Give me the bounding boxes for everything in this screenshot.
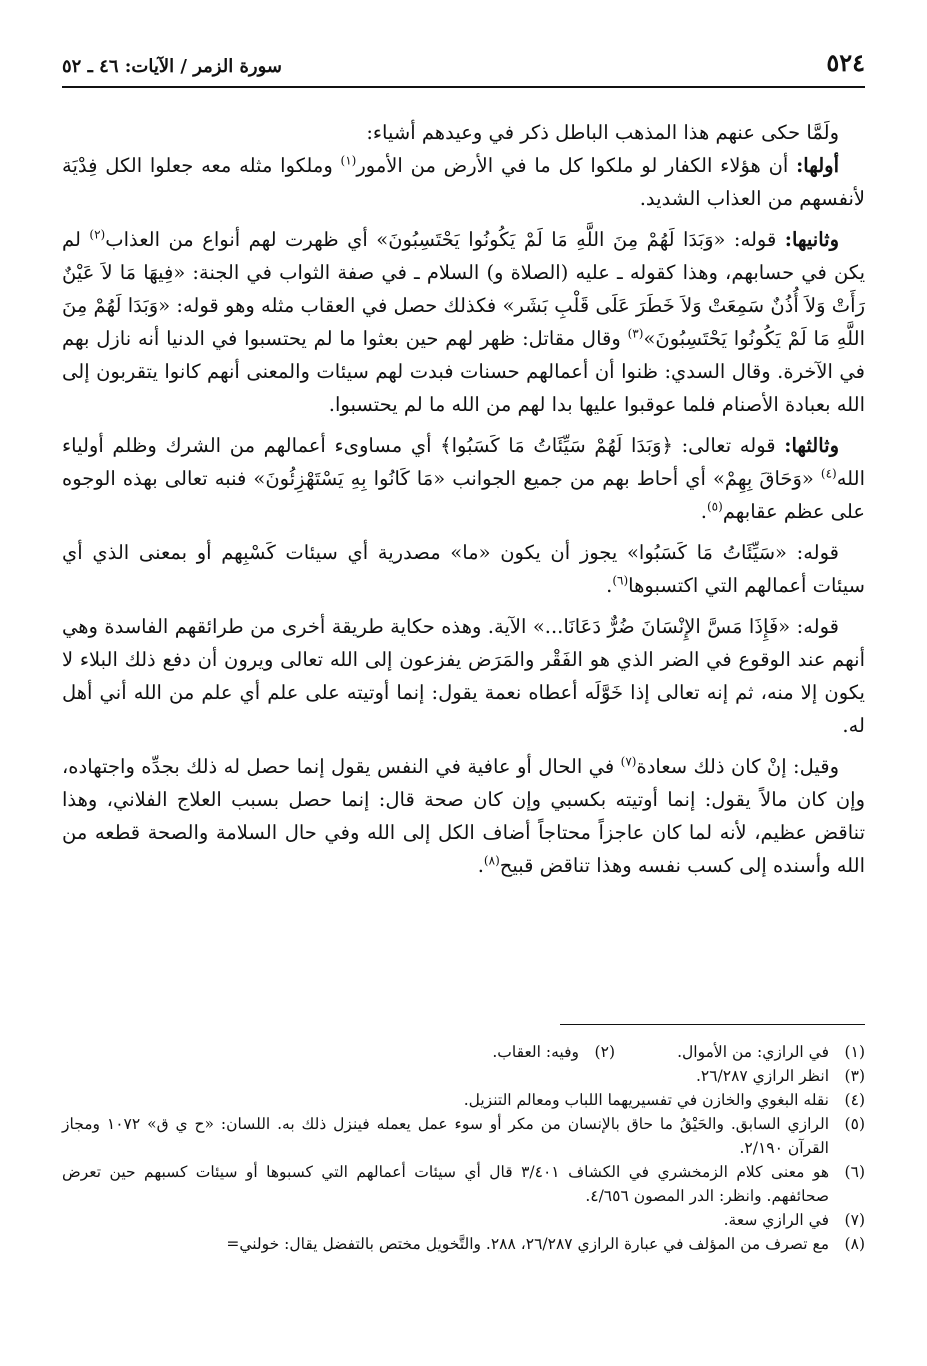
footnote-text: هو معنى كلام الزمخشري في الكشاف ٣/٤٠١ قال أي سيئات أعمالهم التي كسبوها أو سيئات كسبهم حين تعرض صحائفهم. وانظر: الدر المصون ٤/٦٥٦. [62, 1163, 830, 1205]
footnote-ref[interactable]: (٢) [89, 227, 106, 242]
footnote-item [62, 1160, 865, 1208]
paragraph-text: أن هؤلاء الكفار لو ملكوا كل ما في الأرض من الأمور [356, 154, 797, 177]
paragraph [62, 429, 865, 528]
footnote-item [62, 1112, 865, 1160]
footnote-separator [560, 1024, 865, 1025]
footnote-number: (٨) [844, 1235, 865, 1253]
footnote-item [615, 1040, 865, 1064]
footnote-number: (٥) [844, 1115, 865, 1133]
footnote-row [62, 1040, 865, 1064]
footnote-text: الرازي السابق. والحَيْقُ ما حاق بالإنسان من مكر أو سوء عمل يعمله فينزل ذلك به. اللسان: «ح ي ق» ١٠٧٢ ومجاز القرآن ٢/١٩٠. [62, 1115, 829, 1157]
footnote-ref[interactable]: (٨) [483, 853, 500, 868]
paragraph-text: «وَحَاقَ بِهِمْ» أي أحاط بهم من جميع الجوانب «مَا كَانُوا بِهِ يَسْتَهْزِئُونَ» فنبه تعالى بهذه الوجوه على عظم عقابهم [62, 467, 865, 523]
footnote-text: وفيه: العقاب. [492, 1043, 579, 1061]
paragraph [62, 610, 865, 742]
paragraph-text: . [606, 574, 613, 597]
paragraph-text: وقيل: إنْ كان ذلك سعادة [636, 755, 839, 778]
footnote-text: في الرازي سعة. [723, 1211, 829, 1229]
paragraph-lead: وثالثها: [784, 434, 839, 457]
footnote-number: (٣) [844, 1067, 865, 1085]
footnote-text: انظر الرازي ٢٦/٢٨٧. [695, 1067, 829, 1085]
paragraph [62, 149, 865, 215]
paragraph-text: قوله تعالى: ﴿وَبَدَا لَهُمْ سَيِّئَاتُ مَا كَسَبُوا﴾ أي مساوىء أعمالهم من الشرك وظلم أولياء الله [62, 434, 865, 490]
paragraph-lead: وثانيها: [784, 228, 839, 251]
paragraph-text: قوله: «سَيِّئَاتُ مَا كَسَبُوا» يجوز أن يكون «ما» مصدرية أي سيئات كَسْبِهم أو بمعنى الذي أي سيئات أعمالهم التي اكتسبوها [62, 541, 865, 597]
footnote-ref[interactable]: (٦) [612, 573, 629, 588]
footnote-number: (٦) [844, 1163, 865, 1181]
footnote-text: نقله البغوي والخازن في تفسيريهما اللباب ومعالم التنزيل. [463, 1091, 829, 1109]
paragraph-text: في الحال أو عافية في النفس يقول إنما حصل له ذلك بجدِّه واجتهاده، وإن كان مالاً يقول: إنما أوتيته بكسبي وإن كان صحة قال: إنما حصل بسبب العلاج الفلاني، وهذا تناقض عظيم، لأنه لما كان عاجزاً محتاجاً أضاف الكل إلى الله وفي حال السلامة والصحة قطعه من الله وأسنده إلى كسب نفسه وهذا تناقض قبيح [62, 755, 865, 877]
footnote-number: (٤) [844, 1091, 865, 1109]
page-header [62, 42, 865, 88]
header-rule [62, 86, 865, 88]
footnote-item [62, 1208, 865, 1232]
paragraph [62, 116, 865, 149]
footnote-ref[interactable]: (٥) [706, 499, 723, 514]
running-title: سورة الزمر / الآيات: ٤٦ ـ ٥٢ [62, 56, 282, 77]
footnotes [62, 1040, 865, 1256]
paragraph-text: وملكوا مثله معه جعلوا الكل فِدْيَة لأنفسهم من العذاب الشديد. [62, 154, 865, 210]
footnote-number: (٢) [594, 1043, 615, 1061]
footnote-ref[interactable]: (٧) [620, 754, 637, 769]
footnote-item [62, 1232, 865, 1256]
main-text [62, 116, 865, 882]
footnote-pair [492, 1040, 865, 1064]
footnote-ref[interactable]: (٤) [820, 466, 837, 481]
paragraph-text: لم يكن في حسابهم، وهذا كقوله ـ عليه (الصلاة و) السلام ـ في صفة الثواب في الجنة: «فِيهَا مَا لاَ عَيْنٌ رَأَتْ وَلاَ أُذُنٌ سَمِعَتْ وَلاَ خَطَرَ عَلَى قَلْبِ بَشَر» فكذلك حصل في العقاب مثله وهو قوله: «وَبَدَا لَهُمْ مِنَ اللَّهِ مَا لَمْ يَكُونُوا يَحْتَسِبُونَ» [62, 228, 865, 350]
paragraph [62, 750, 865, 882]
paragraph-text: . [700, 500, 707, 523]
footnote-ref[interactable]: (٣) [627, 326, 644, 341]
footnote-item [62, 1064, 865, 1088]
paragraph-text: قوله: «فَإِذَا مَسَّ الإِنْسَانَ ضُرٌّ دَعَانَا...» الآية. وهذه حكاية طريقة أخرى من طرائقهم الفاسدة وهي أنهم عند الوقوع في الضر الذي هو الفَقْر والمَرَض يفزعون إلى الله تعالى ويرون أن دفع ذلك البلاء لا يكون إلا منه، ثم إنه تعالى إذا خَوَّلَه أعطاه نعمة يقول: إنما أوتيته على علم أي علم من الله أني أهل له. [62, 615, 865, 737]
paragraph-text: ولَمَّا حكى عنهم هذا المذهب الباطل ذكر في وعيدهم أشياء: [366, 121, 839, 144]
paragraph-text: وقال مقاتل: ظهر لهم حين بعثوا ما لم يحتسبوا في الدنيا أنه نازل بهم في الآخرة. وقال السدي: ظنوا أن أعمالهم حسنات فبدت لهم سيئات والمعنى أنهم كانوا يتقربون إلى الله بعبادة الأصنام فلما عوقبوا عليها بدا لهم من الله ما لم يحتسبوا. [62, 327, 865, 416]
footnote-number: (١) [844, 1043, 865, 1061]
footnote-text: مع تصرف من المؤلف في عبارة الرازي ٢٦/٢٨٧، ٢٨٨. والتَّخويل مختص بالتفضل يقال: خولني= [226, 1235, 829, 1253]
footnote-item [492, 1040, 615, 1064]
paragraph [62, 223, 865, 421]
page-number: ٥٢٤ [826, 48, 865, 77]
footnote-item [62, 1088, 865, 1112]
footnote-number: (٧) [844, 1211, 865, 1229]
footnote-text: في الرازي: من الأموال. [677, 1043, 829, 1061]
paragraph-text: قوله: «وَبَدَا لَهُمْ مِنَ اللَّهِ مَا لَمْ يَكُونُوا يَحْتَسِبُونَ» أي ظهرت لهم أنواع من العذاب [105, 228, 785, 251]
footnote-ref[interactable]: (١) [340, 153, 357, 168]
paragraph [62, 536, 865, 602]
paragraph-text: . [477, 854, 484, 877]
paragraph-lead: أولها: [796, 154, 840, 177]
